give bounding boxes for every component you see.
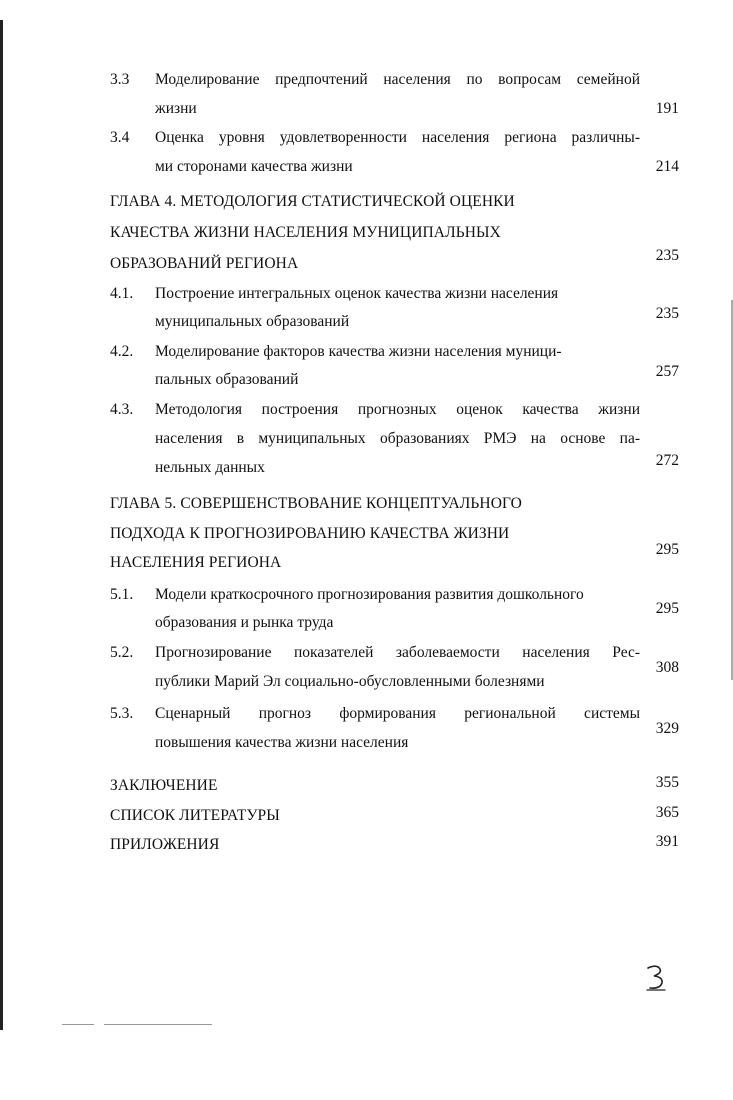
chapter-heading: КАЧЕСТВА ЖИЗНИ НАСЕЛЕНИЯ МУНИЦИПАЛЬНЫХ <box>110 224 501 241</box>
toc-entry-text: пальных образований <box>155 371 299 388</box>
toc-entry-text: нельных данных <box>155 459 265 476</box>
toc-number: 4.2. <box>110 343 134 360</box>
toc-page-number: 214 <box>655 158 679 175</box>
toc-page-number: 391 <box>655 833 679 850</box>
toc-number: 4.1. <box>110 285 134 302</box>
scan-artifact-line <box>104 1024 212 1025</box>
toc-number: 4.3. <box>110 401 134 418</box>
toc-entry-text: Моделирование факторов качества жизни населения муници- <box>155 343 562 360</box>
toc-page-number: 295 <box>655 600 679 617</box>
toc-number: 3.4 <box>110 129 130 146</box>
toc-section-heading: СПИСОК ЛИТЕРАТУРЫ <box>110 807 280 824</box>
toc-entry-text: повышения качества жизни населения <box>155 734 409 751</box>
toc-page-number: 365 <box>655 804 679 821</box>
chapter-heading: НАСЕЛЕНИЯ РЕГИОНА <box>110 554 282 571</box>
chapter-heading: ОБРАЗОВАНИЙ РЕГИОНА <box>110 255 299 272</box>
toc-number: 5.2. <box>110 644 134 661</box>
toc-entry-text: публики Марий Эл социально-обусловленными болезнями <box>155 673 545 690</box>
toc-page-number: 272 <box>655 452 679 469</box>
toc-section-heading: ЗАКЛЮЧЕНИЕ <box>110 777 218 794</box>
toc-page-number: 191 <box>655 100 679 117</box>
toc-page-number: 235 <box>655 305 679 322</box>
scan-left-edge <box>0 20 3 1030</box>
toc-entry-text: муниципальных образований <box>155 313 350 330</box>
toc-entry-text: Модели краткосрочного прогнозирования развития дошкольного <box>155 586 584 603</box>
toc-page-number: 257 <box>655 363 679 380</box>
toc-section-heading: ПРИЛОЖЕНИЯ <box>110 836 220 853</box>
chapter-heading: ПОДХОДА К ПРОГНОЗИРОВАНИЮ КАЧЕСТВА ЖИЗНИ <box>110 525 510 542</box>
toc-entry-text: Оценка уровня удовлетворенности населения региона различны- <box>155 129 640 146</box>
toc-page-number: 329 <box>655 720 679 737</box>
chapter-heading: ГЛАВА 4. МЕТОДОЛОГИЯ СТАТИСТИЧЕСКОЙ ОЦЕНКИ <box>110 193 515 210</box>
toc-page-number: 295 <box>655 541 679 558</box>
toc-page-number: 355 <box>655 774 679 791</box>
toc-entry-text: жизни <box>155 100 197 117</box>
toc-entry-text: Методология построения прогнозных оценок качества жизни <box>155 401 640 418</box>
toc-number: 5.3. <box>110 705 134 722</box>
toc-page-number: 308 <box>655 659 679 676</box>
toc-entry-text: образования и рынка труда <box>155 614 334 631</box>
toc-number: 5.1. <box>110 586 134 603</box>
toc-entry-text: ми сторонами качества жизни <box>155 158 353 175</box>
toc-entry-text: Моделирование предпочтений населения по вопросам семейной <box>155 71 640 88</box>
scan-artifact-line <box>62 1024 94 1025</box>
handwritten-page-number <box>643 962 669 992</box>
toc-entry-text: Сценарный прогноз формирования региональной системы <box>155 705 640 722</box>
chapter-heading: ГЛАВА 5. СОВЕРШЕНСТВОВАНИЕ КОНЦЕПТУАЛЬНОГО <box>110 495 522 512</box>
toc-number: 3.3 <box>110 71 130 88</box>
toc-entry-text: населения в муниципальных образованиях РМЭ на основе па- <box>155 430 640 447</box>
toc-entry-text: Прогнозирование показателей заболеваемости населения Рес- <box>155 644 640 661</box>
toc-page-number: 235 <box>655 247 679 264</box>
toc-entry-text: Построение интегральных оценок качества жизни населения <box>155 285 559 302</box>
